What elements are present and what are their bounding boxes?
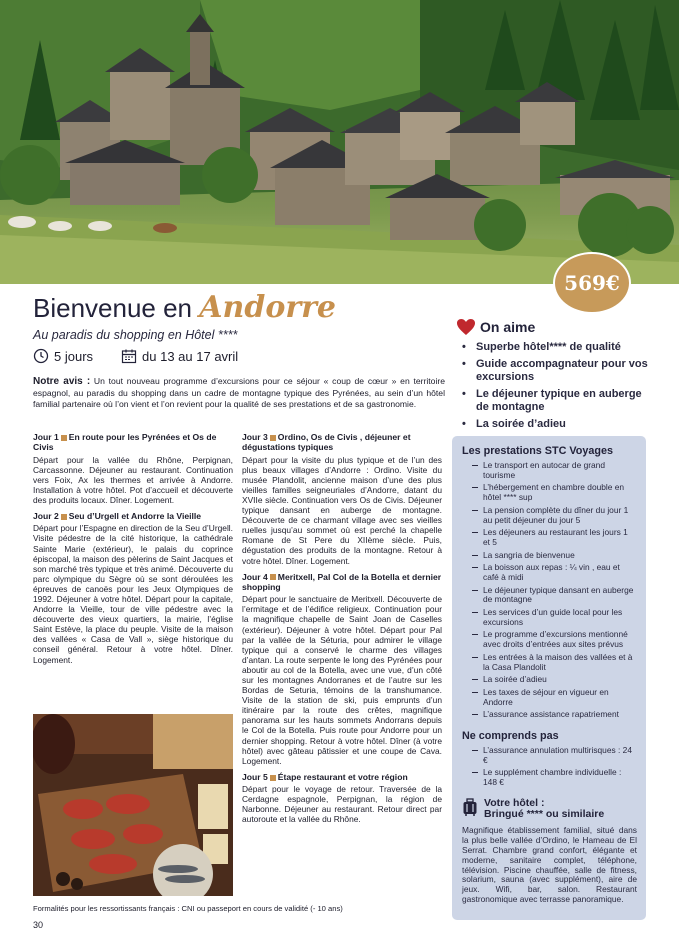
page-title <box>33 290 336 325</box>
list-item: La soirée d’adieu <box>462 675 637 685</box>
list-item: • Le déjeuner typique en auberge de montagne <box>462 388 656 414</box>
date-range: du 13 au 17 avril <box>142 348 239 364</box>
prestations-title: Les prestations STC Voyages <box>462 445 614 457</box>
bullet-square-icon <box>270 775 276 781</box>
list-item: Les entrées à la maison des vallées et à la Casa Plandolit <box>462 653 637 673</box>
formalites-note: Formalités pour les ressortissants français : CNI ou passeport en cours de validité (- 10 ans) <box>33 904 343 913</box>
day-title: Ordino, Os de Civis , déjeuner et dégustations typiques <box>242 432 411 453</box>
tapas-illustration <box>33 714 233 896</box>
prestations-list <box>462 461 637 720</box>
notre-avis <box>33 376 445 409</box>
hotel-header <box>462 798 637 821</box>
luggage-icon <box>462 798 478 816</box>
destination-name: Andorre <box>199 290 337 325</box>
hotel-title <box>484 798 604 821</box>
on-aime-list <box>462 341 656 431</box>
heart-icon <box>456 318 476 336</box>
day-3 <box>242 432 442 566</box>
on-aime-header <box>456 318 656 336</box>
list-item: Le transport en autocar de grand tourisme <box>462 461 637 481</box>
trip-dates <box>33 348 238 364</box>
non-compris-title: Ne comprends pas <box>462 729 559 742</box>
notre-avis-text: Un tout nouveau programme d’excursions pour ce séjour « coup de cœur » en territoire espagnol, au paradis du shopping dans un cadre de montagne typique des Pyrénées, au sein d’un hôtel familial partenaire où l’on vient et l’on revient pour la qualité de ses prestations et de sa gastronomie. <box>33 376 445 409</box>
hotel-title-line1: Votre hôtel : <box>484 796 545 809</box>
notre-avis-label: Notre avis : <box>33 376 91 387</box>
day-text: Départ pour la vallée du Rhône, Perpignan, Carcassonne. Déjeuner au restaurant. Continuation vers Foix, Ax les thermes et arrivée à Andorre. Installation à votre hôtel. Pot d’accueil et découverte des produits locaux. Dîner. Logement. <box>33 454 233 505</box>
day-2 <box>33 511 233 665</box>
day-4 <box>242 572 442 766</box>
day-number: Jour 1 <box>33 432 59 442</box>
village-illustration <box>0 0 679 284</box>
list-item: Les déjeuners au restaurant les jours 1 et 5 <box>462 528 637 548</box>
calendar-icon <box>121 348 137 364</box>
info-panel <box>452 436 646 920</box>
day-text: Départ pour la visite du plus typique et de l’un des plus beaux villages d’Andorre : Ordino. Visite du musée Plandolit, ancienne maison d’une des plus vieilles familles seigneuriales d’Andorre, datant du XVIIe siècle. Continuation vers Os de Civis. Déjeuner typique dansant en auberge de montagne. Découverte de ce charmant village avec ses vieilles ruelles jusqu’au sommet où est perché la chapelle Romane de St Pere du XIIème siècle. Puis, dégustation des produits de la montagne. Retour à votre hôtel. Dîner. Logement. <box>242 454 442 566</box>
bullet-square-icon <box>270 435 276 441</box>
hotel-description: Magnifique établissement familial, situé dans la plus belle vallée d’Ordino, le Hameau de El Serrat. Chambre grand confort, élégante et moderne, sanitaire complet, téléphone, télévision. Piscine chauffée, salle de fitness, solarium, sauna (avec supplément), aire de jeux. Wifi, bar, salon. Restaurant gastronomique avec terrasse panoramique. <box>462 824 637 905</box>
day-number: Jour 2 <box>33 511 59 522</box>
list-item: • La soirée d’adieu <box>462 418 656 431</box>
title-prefix: Bienvenue en <box>33 293 200 323</box>
list-item: L’assurance assistance rapatriement <box>462 710 637 720</box>
day-number: Jour 3 <box>242 432 268 442</box>
list-item: L’assurance annulation multirisques : 24 € <box>462 746 637 766</box>
tapas-photo <box>33 714 233 896</box>
hero-photo <box>0 0 679 284</box>
list-item: Le déjeuner typique dansant en auberge de montagne <box>462 586 637 606</box>
day-text: Départ pour l’Espagne en direction de la Seu d’Urgell. Visite pédestre de la cité historique, la cathédrale Sainte Marie (extérieur), le palais du coprince épiscopal, la maison des pèlerins de Saint Jacques et son marché très typique et très animé. Découverte du parc olympique du Sègre où se sont déroulées les épreuves de canoës pour les Jeux Olympiques de 1992. Déjeuner à votre hôtel. Départ pour la capitale, Andorre la Vieille, tour de ville pédestre avec la découverte des vieux quartiers, la mairie, l’église Saint Estève, la place du peuple. Visite de la maison des vallées « Casa de Vall », siège historique du conseil général. Retour à votre hôtel. Dîner. Logement. <box>33 523 233 665</box>
list-item: L’hébergement en chambre double en hôtel **** sup <box>462 483 637 503</box>
clock-icon <box>33 348 49 364</box>
day-title: Seu d’Urgell et Andorre la Vieille <box>68 511 202 522</box>
duration: 5 jours <box>54 348 94 364</box>
hotel-title-line2: Bringué **** ou similaire <box>484 808 605 821</box>
list-item: Le supplément chambre individuelle : 148 € <box>462 768 637 788</box>
list-item: La boisson aux repas : ¼ vin , eau et café à midi <box>462 563 637 583</box>
list-item: La pension complète du dîner du jour 1 au petit déjeuner du jour 5 <box>462 506 637 526</box>
list-item: La sangria de bienvenue <box>462 551 637 561</box>
day-title: En route pour les Pyrénées et Os de Civis <box>33 432 217 453</box>
day-5 <box>242 772 442 825</box>
list-item: Le programme d’excursions mentionné avec droits d’entrées aux sites prévus <box>462 630 637 650</box>
day-title: Étape restaurant et votre région <box>277 771 408 782</box>
non-compris-list <box>462 746 637 788</box>
price-badge: 569€ <box>553 252 631 314</box>
day-title: Meritxell, Pal Col de la Botella et dernier shopping <box>242 571 442 592</box>
on-aime-box <box>456 318 656 435</box>
bullet-square-icon <box>61 514 67 520</box>
bullet-square-icon <box>270 574 276 580</box>
day-1 <box>33 432 233 505</box>
on-aime-title: On aime <box>480 319 536 335</box>
day-number: Jour 5 <box>242 771 268 782</box>
day-text: Départ pour le sanctuaire de Meritxell. Découverte de l’ermitage et de l’édifice religieux. Continuation pour la magnifique chapelle de Saint Joan de Caselles (extérieur). Déjeuner à votre hôtel. Départ pour Pal par la vallée de la Séturia, pour admirer le village typique qui a conservé le charme des villages d’antan. La route serpente le long des Pyrénées pour aboutir au col de la Botella, avec une vue, d’un côté sur les montagnes Andorranes et de l’autre sur les Bordas de Seturia, témoins de la transhumance. Visite de la station de ski, puis emprunts d’un itinéraire par la route des crêtes, magnifique panorama sur les hauts sommets Andorrans depuis le Col de la Botella. Puis route pour Andorre pour un dernier shopping. Retour à votre hôtel. Dîner (à votre hôtel) avec gâteau pâtissier et une coupe de Cava. Logement. <box>242 594 442 766</box>
list-item: • Superbe hôtel**** de qualité <box>462 341 656 354</box>
itinerary-column-2 <box>242 432 442 830</box>
page-number: 30 <box>33 920 44 930</box>
itinerary-column-1 <box>33 432 233 671</box>
list-item: • Guide accompagnateur pour vos excursions <box>462 358 656 384</box>
list-item: Les services d’un guide local pour les excursions <box>462 608 637 628</box>
subtitle: Au paradis du shopping en Hôtel **** <box>33 328 238 342</box>
bullet-square-icon <box>61 435 67 441</box>
day-text: Départ pour le voyage de retour. Traversée de la Cerdagne espagnole, Perpignan, la région de Narbonne. Déjeuner au restaurant. Retour direct par autoroute et la vallée du Rhône. <box>242 784 442 825</box>
list-item: Les taxes de séjour en vigueur en Andorre <box>462 688 637 708</box>
day-number: Jour 4 <box>242 571 268 582</box>
